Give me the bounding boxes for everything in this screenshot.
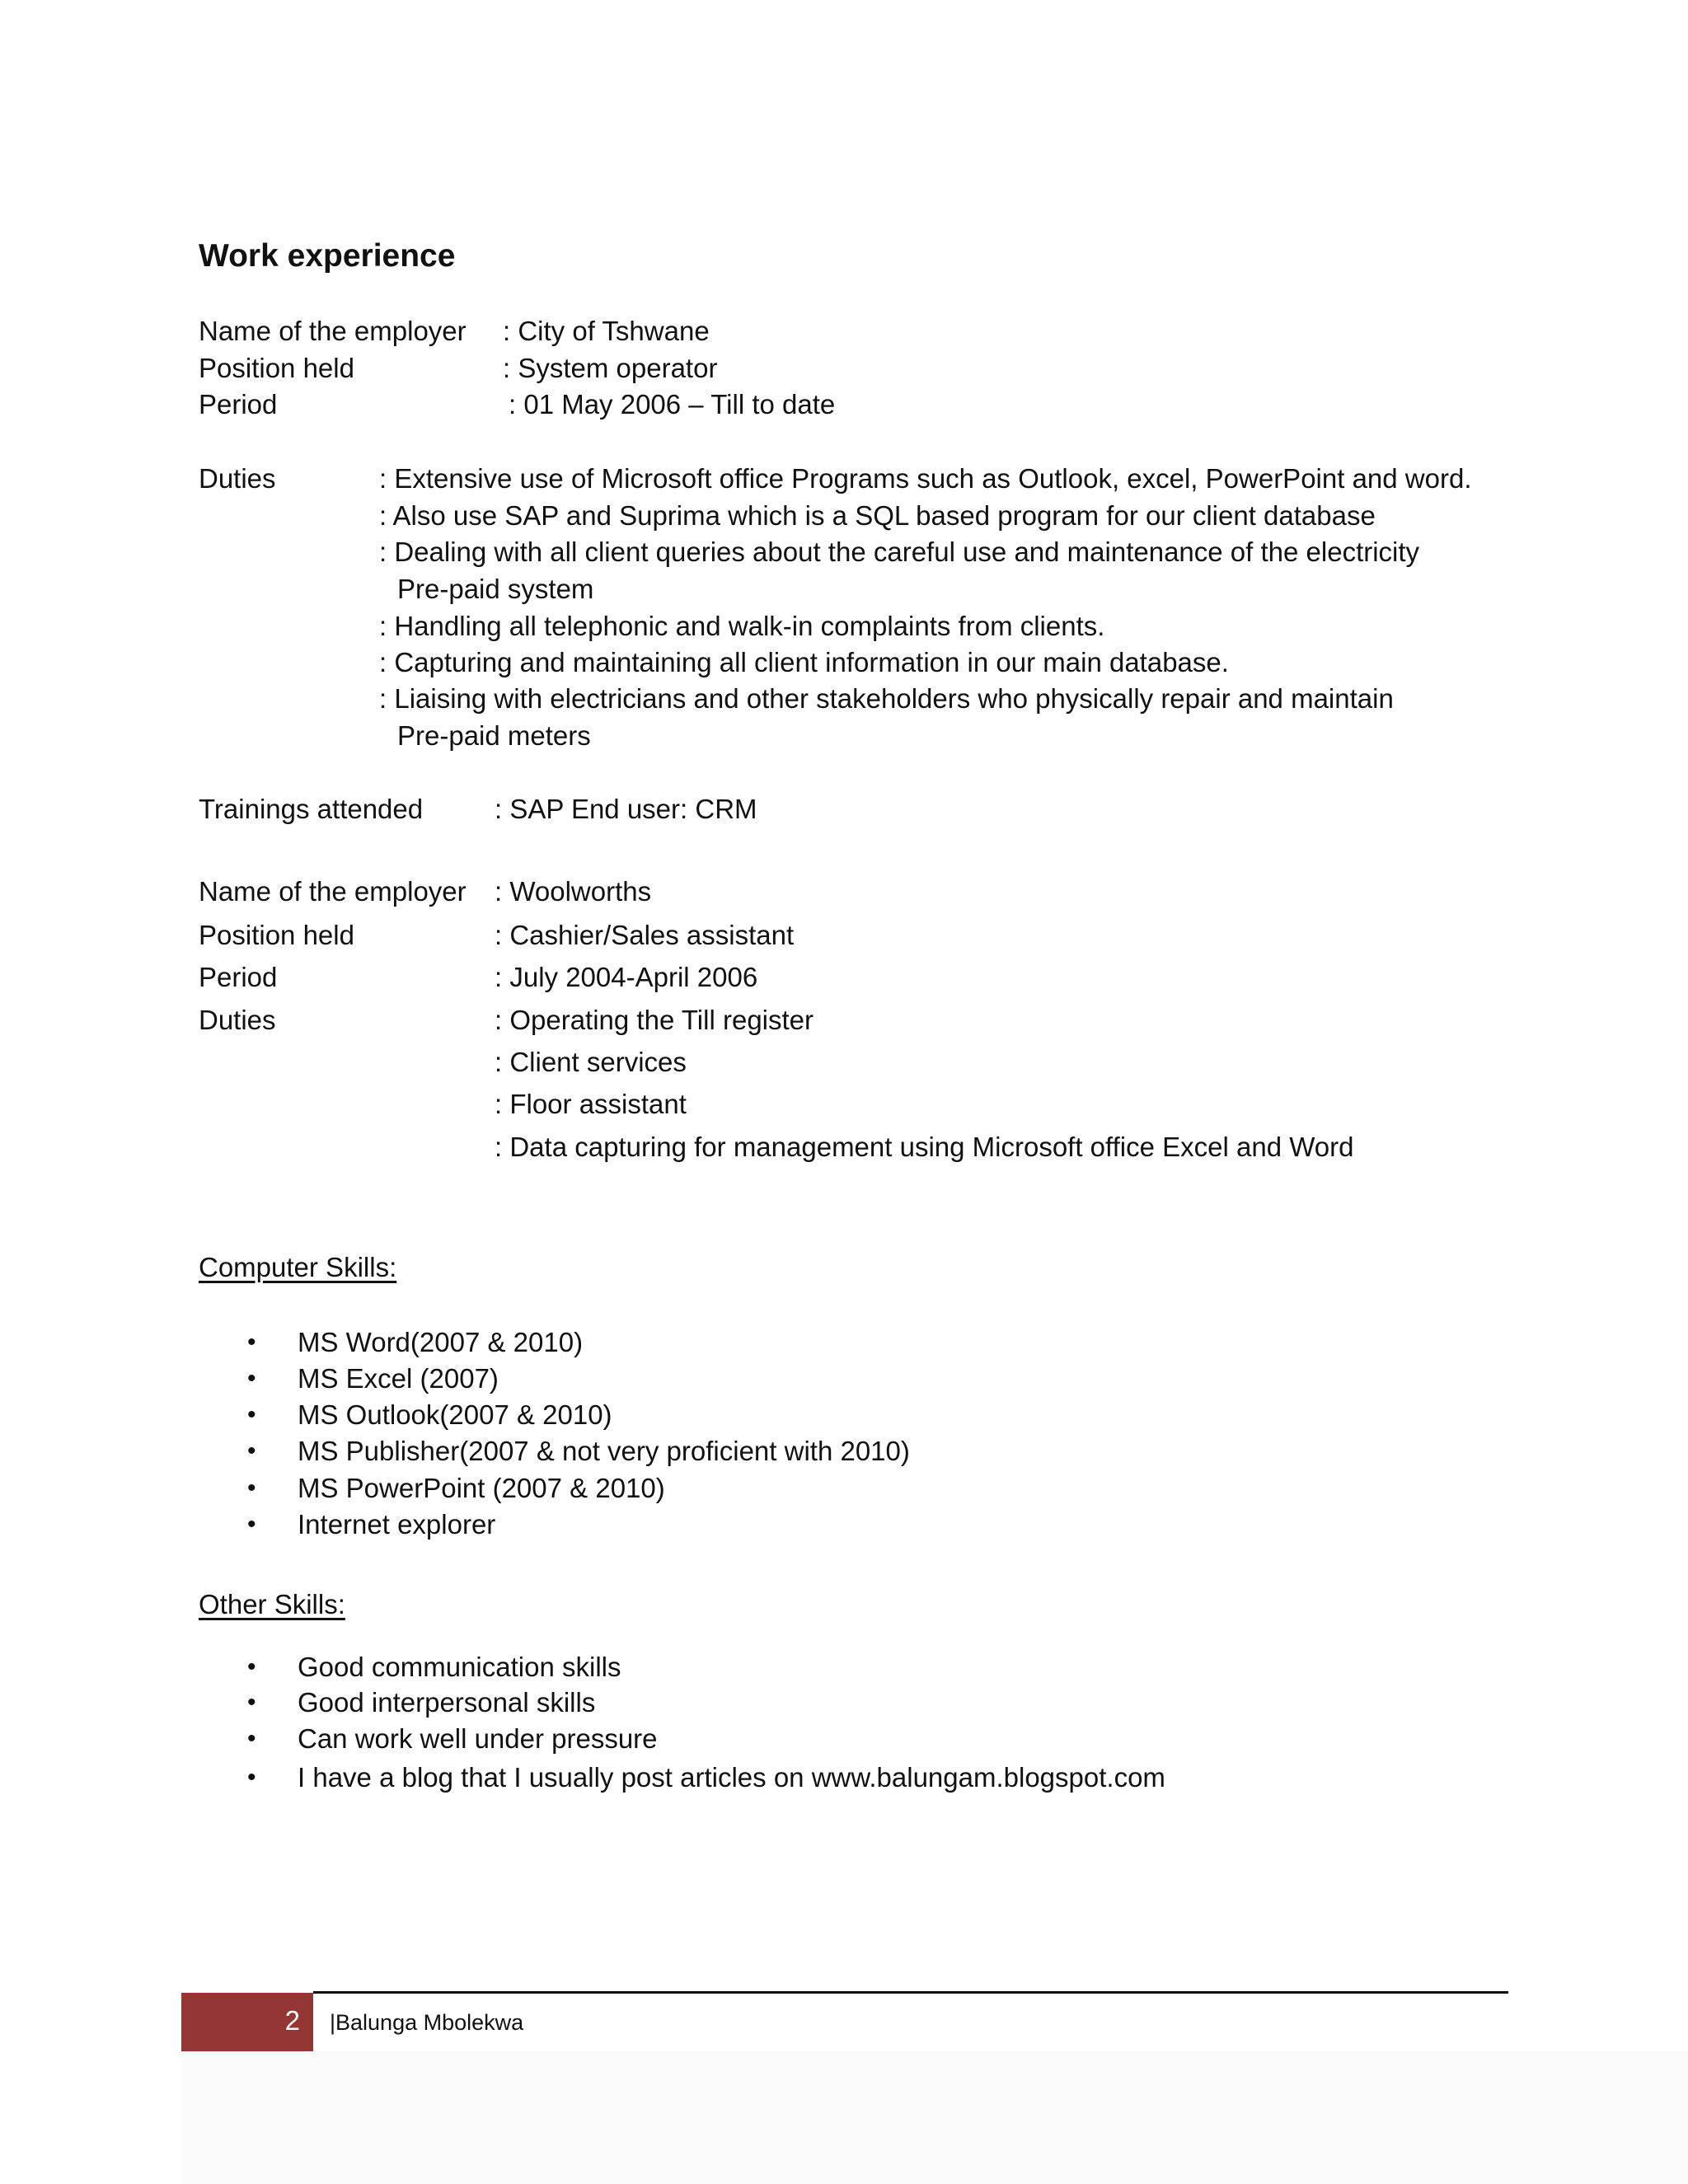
- footer-author: |Balunga Mbolekwa: [330, 2010, 524, 2035]
- job2-duties-label: Duties: [199, 1005, 276, 1035]
- job1-trainings-label: Trainings attended: [199, 794, 424, 824]
- job2-duty-item: : Client services: [495, 1047, 687, 1077]
- job2-duty-item: : Data capturing for management using Microsoft office Excel and Word: [495, 1132, 1354, 1162]
- page-number: 2: [284, 2005, 300, 2036]
- footer-rule: [313, 1991, 1508, 1994]
- job1-duties-label: Duties: [199, 463, 276, 494]
- other-skills-title: Other Skills:: [199, 1589, 345, 1619]
- bullet-icon: •: [247, 1401, 256, 1428]
- job1-duty-item: : Extensive use of Microsoft office Programs such as Outlook, excel, PowerPoint and word.: [379, 463, 1472, 494]
- job1-period-label: Period: [199, 389, 278, 419]
- job1-duty-item: : Capturing and maintaining all client information in our main database.: [379, 647, 1229, 677]
- job2-position-value: : Cashier/Sales assistant: [495, 920, 795, 950]
- bullet-icon: •: [247, 1725, 256, 1752]
- job1-employer-value: : City of Tshwane: [503, 316, 710, 346]
- bullet-icon: •: [247, 1474, 256, 1502]
- bullet-icon: •: [247, 1653, 256, 1680]
- page-number-box: [181, 1993, 313, 2051]
- bullet-icon: •: [247, 1689, 256, 1716]
- job2-duty-item: : Floor assistant: [495, 1089, 687, 1119]
- job1-duty-item: : Also use SAP and Suprima which is a SQL based program for our client database: [379, 500, 1376, 531]
- job2-employer-label: Name of the employer: [199, 876, 467, 907]
- bullet-icon: •: [247, 1329, 256, 1356]
- job1-position-label: Position held: [199, 353, 354, 383]
- other-skill-item: Good communication skills: [298, 1652, 621, 1682]
- bullet-icon: •: [247, 1511, 256, 1538]
- job1-duty-item: : Dealing with all client queries about the careful use and maintenance of the electricity: [379, 537, 1420, 567]
- computer-skill-item: MS Publisher(2007 & not very proficient with 2010): [298, 1436, 910, 1466]
- other-skill-item: I have a blog that I usually post articles on www.balungam.blogspot.com: [298, 1762, 1165, 1793]
- bullet-icon: •: [247, 1437, 256, 1465]
- job2-employer-value: : Woolworths: [495, 876, 652, 907]
- computer-skill-item: MS Word(2007 & 2010): [298, 1327, 584, 1357]
- job2-duty-item: : Operating the Till register: [495, 1005, 814, 1035]
- job2-period-label: Period: [199, 962, 278, 992]
- job1-duty-continuation: Pre-paid system: [397, 574, 594, 604]
- other-skill-item: Good interpersonal skills: [298, 1687, 596, 1718]
- bullet-icon: •: [247, 1764, 256, 1791]
- computer-skill-item: Internet explorer: [298, 1509, 496, 1540]
- other-skill-item: Can work well under pressure: [298, 1723, 658, 1754]
- section-heading-work-experience: Work experience: [199, 238, 456, 274]
- footer-shade: [181, 2051, 1688, 2184]
- job2-position-label: Position held: [199, 920, 354, 950]
- job1-duty-continuation: Pre-paid meters: [397, 720, 591, 751]
- computer-skill-item: MS Excel (2007): [298, 1363, 499, 1394]
- bullet-icon: •: [247, 1365, 256, 1392]
- computer-skill-item: MS PowerPoint (2007 & 2010): [298, 1473, 665, 1503]
- job1-employer-label: Name of the employer: [199, 316, 467, 346]
- job1-duty-item: : Liaising with electricians and other stakeholders who physically repair and maintain: [379, 683, 1394, 714]
- job1-position-value: : System operator: [503, 353, 718, 383]
- job1-trainings-value: : SAP End user: CRM: [495, 794, 757, 824]
- job2-period-value: : July 2004-April 2006: [495, 962, 758, 992]
- computer-skill-item: MS Outlook(2007 & 2010): [298, 1399, 612, 1430]
- job1-duty-item: : Handling all telephonic and walk-in complaints from clients.: [379, 611, 1105, 641]
- job1-period-value: : 01 May 2006 – Till to date: [509, 389, 836, 419]
- computer-skills-title: Computer Skills:: [199, 1252, 397, 1282]
